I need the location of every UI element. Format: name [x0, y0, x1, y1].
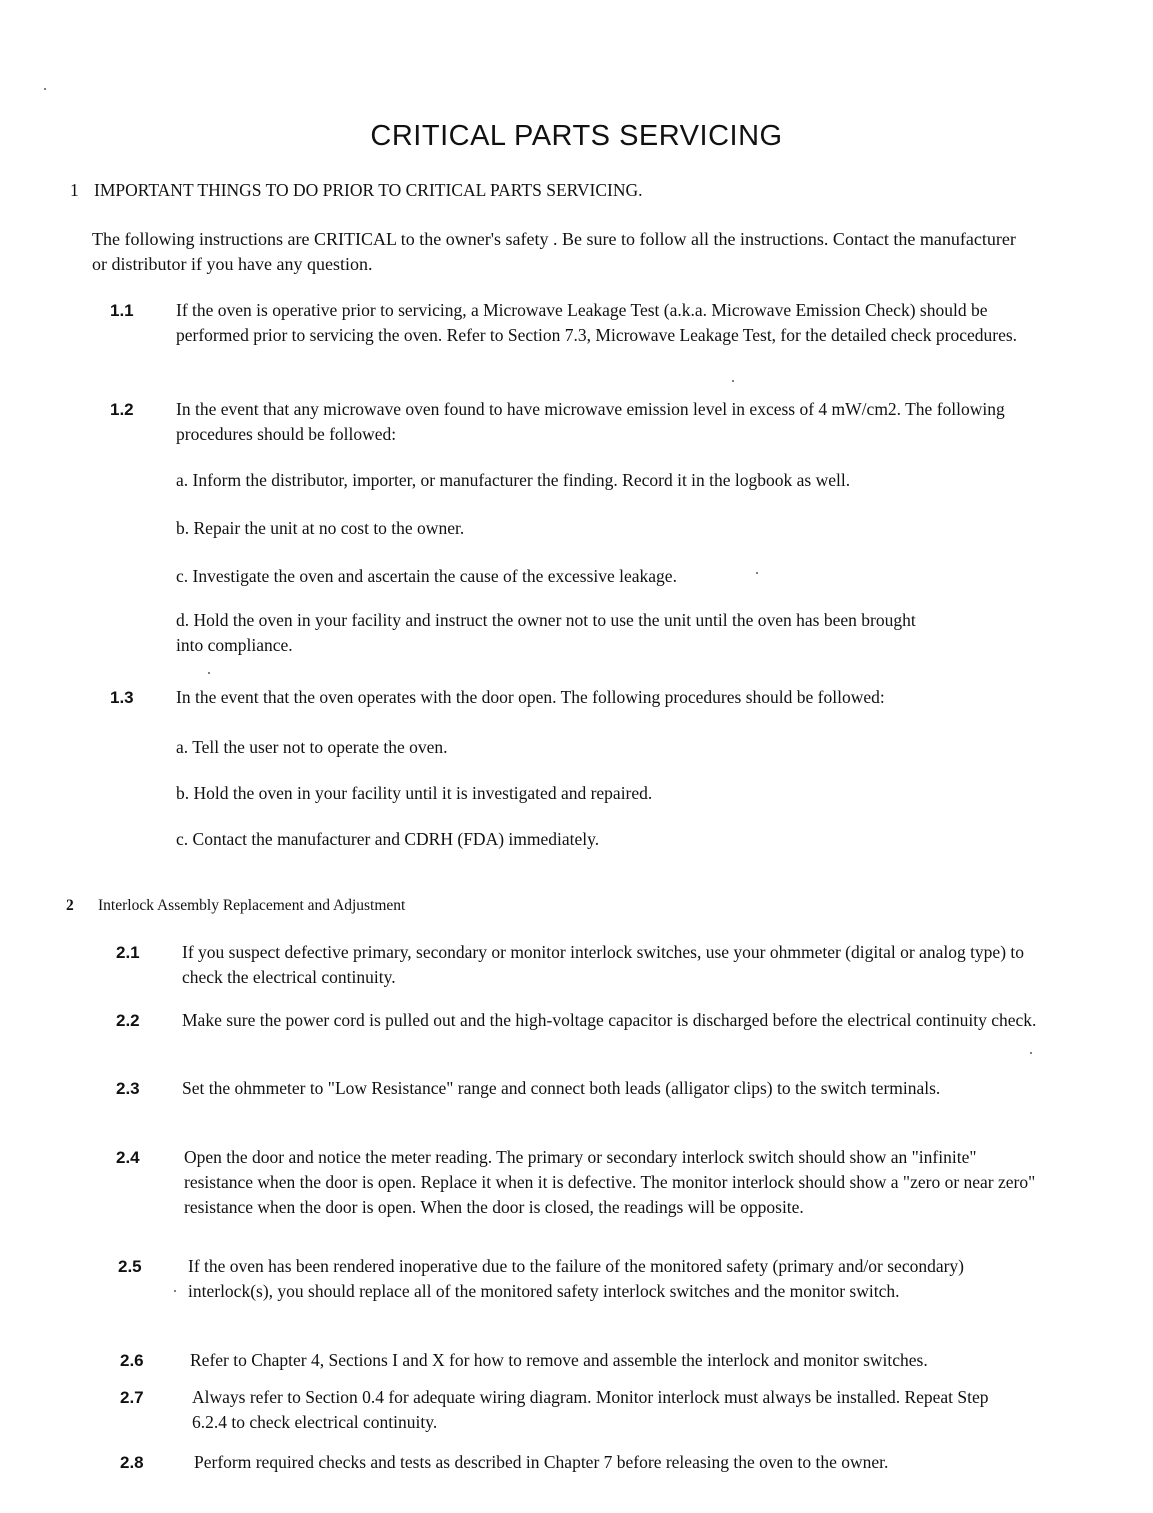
sub-item: c. Contact the manufacturer and CDRH (FDA) immediately.: [176, 829, 600, 849]
item-number: 2.8: [120, 1453, 144, 1472]
scan-speck: [732, 380, 734, 382]
section-1-heading: [70, 180, 770, 206]
scan-speck: [1030, 1052, 1032, 1054]
section-number: 2: [66, 897, 74, 914]
section-title: Interlock Assembly Replacement and Adjustment: [98, 897, 406, 914]
scan-speck: [44, 88, 46, 90]
item-number: 1.1: [110, 301, 134, 320]
scan-speck: [174, 1290, 176, 1292]
item-number: 2.2: [116, 1011, 140, 1030]
item-number: 1.2: [110, 400, 134, 419]
section-2-heading: [66, 897, 666, 921]
sub-item: b. Repair the unit at no cost to the owner.: [176, 518, 465, 538]
item-text: If you suspect defective primary, secondary or monitor interlock switches, use your ohmmeter (digital or analog type) to check the electrical continuity.: [182, 942, 1025, 987]
item-number: 1.3: [110, 688, 134, 707]
sub-item: a. Tell the user not to operate the oven.: [176, 737, 448, 757]
item-text: Open the door and notice the meter reading. The primary or secondary interlock switch should show an "infinite" resistance when the door is open. Replace it when it is defective. The monitor interlock should show a "zero or near zero" resistance when the door is open. When the door is closed, the readings will be opposite.: [184, 1147, 1036, 1217]
item-text: In the event that the oven operates with the door open. The following procedures should be followed:: [176, 687, 885, 707]
item-number: 2.1: [116, 943, 140, 962]
item-number: 2.3: [116, 1079, 140, 1098]
item-text: Perform required checks and tests as described in Chapter 7 before releasing the oven to the owner.: [194, 1452, 889, 1472]
sub-item: d. Hold the oven in your facility and instruct the owner not to use the unit until the oven has been brought into compliance.: [176, 610, 916, 655]
item-text: In the event that any microwave oven found to have microwave emission level in excess of 4 mW/cm2. The following procedures should be followed:: [176, 399, 1005, 444]
scan-speck: [208, 672, 210, 674]
item-text: Make sure the power cord is pulled out and the high-voltage capacitor is discharged before the electrical continuity check.: [182, 1010, 1037, 1030]
sub-item: b. Hold the oven in your facility until it is investigated and repaired.: [176, 783, 653, 803]
item-text: Always refer to Section 0.4 for adequate wiring diagram. Monitor interlock must always be installed. Repeat Step 6.2.4 to check electrical continuity.: [192, 1387, 989, 1432]
item-text: If the oven has been rendered inoperative due to the failure of the monitored safety (primary and/or secondary) interlock(s), you should replace all of the monitored safety interlock switches and the monitor switch.: [188, 1256, 965, 1301]
item-text: Set the ohmmeter to "Low Resistance" range and connect both leads (alligator clips) to the switch terminals.: [182, 1078, 941, 1098]
item-number: 2.5: [118, 1257, 142, 1276]
sub-item: a. Inform the distributor, importer, or manufacturer the finding. Record it in the logbook as well.: [176, 470, 851, 490]
item-text: If the oven is operative prior to servicing, a Microwave Leakage Test (a.k.a. Microwave Emission Check) should be performed prior to servicing the oven. Refer to Section 7.3, Microwave Leakage Test, for the detailed check procedures.: [176, 300, 1018, 345]
scan-speck: [756, 572, 758, 574]
item-number: 2.6: [120, 1351, 144, 1370]
item-text: Refer to Chapter 4, Sections I and X for how to remove and assemble the interlock and monitor switches.: [190, 1350, 928, 1370]
intro-paragraph: The following instructions are CRITICAL to the owner's safety . Be sure to follow all the instructions. Contact the manufacturer or distributor if you have any question.: [92, 229, 1016, 274]
item-number: 2.4: [116, 1148, 140, 1167]
section-title: IMPORTANT THINGS TO DO PRIOR TO CRITICAL PARTS SERVICING.: [94, 180, 643, 200]
item-number: 2.7: [120, 1388, 144, 1407]
section-number: 1: [70, 180, 79, 200]
sub-item: c. Investigate the oven and ascertain the cause of the excessive leakage.: [176, 566, 677, 586]
page-title: CRITICAL PARTS SERVICING: [370, 120, 783, 152]
